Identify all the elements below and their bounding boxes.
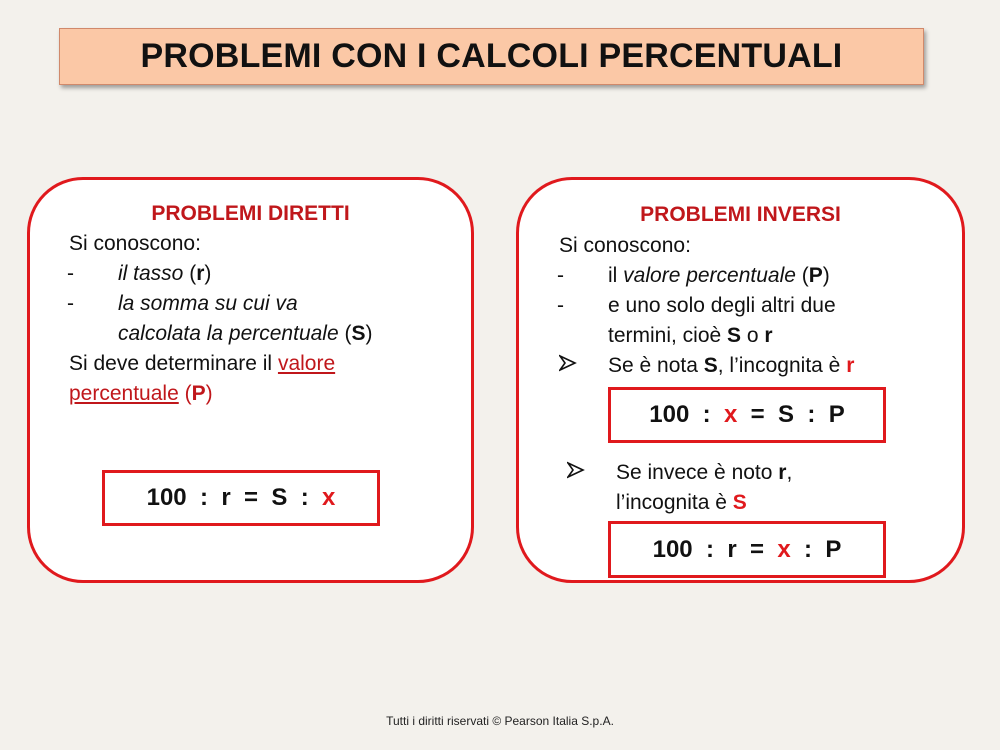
- sum-item-line1: la somma su cui va: [118, 292, 298, 315]
- determine-line1: Si deve determinare il valore: [69, 352, 336, 375]
- direct-problems-heading: PROBLEMI DIRETTI: [151, 202, 350, 225]
- inverse-equation-known-S: 100 : x = S : P: [608, 387, 886, 443]
- known-label: Si conoscono:: [559, 234, 691, 257]
- sum-item-line2: calcolata la percentuale (S): [118, 322, 373, 345]
- inverse-problems-heading: PROBLEMI INVERSI: [640, 203, 841, 226]
- known-label: Si conoscono:: [69, 232, 201, 255]
- known-r-line2: l’incognita è S: [616, 491, 747, 514]
- percent-value-item: il valore percentuale (P): [608, 264, 830, 287]
- inverse-equation-known-r: 100 : r = x : P: [608, 521, 886, 578]
- rate-item: il tasso (r): [118, 262, 212, 285]
- direct-equation: 100 : r = S : x: [102, 470, 380, 526]
- checkmark-arrow-bullet-icon: [567, 461, 585, 479]
- copyright-footer: Tutti i diritti riservati © Pearson Italia S.p.A.: [386, 714, 614, 728]
- known-S-item: Se è nota S, l’incognita è r: [608, 354, 855, 377]
- dash-bullet: -: [557, 294, 564, 317]
- dash-bullet: -: [557, 264, 564, 287]
- checkmark-arrow-bullet-icon: [559, 354, 577, 372]
- other-terms-line2: termini, cioè S o r: [608, 324, 773, 347]
- slide-title: PROBLEMI CON I CALCOLI PERCENTUALI: [59, 28, 924, 85]
- other-terms-line1: e uno solo degli altri due: [608, 294, 836, 317]
- determine-line2: percentuale (P): [69, 382, 213, 405]
- known-r-line1: Se invece è noto r,: [616, 461, 793, 484]
- dash-bullet: -: [67, 262, 74, 285]
- dash-bullet: -: [67, 292, 74, 315]
